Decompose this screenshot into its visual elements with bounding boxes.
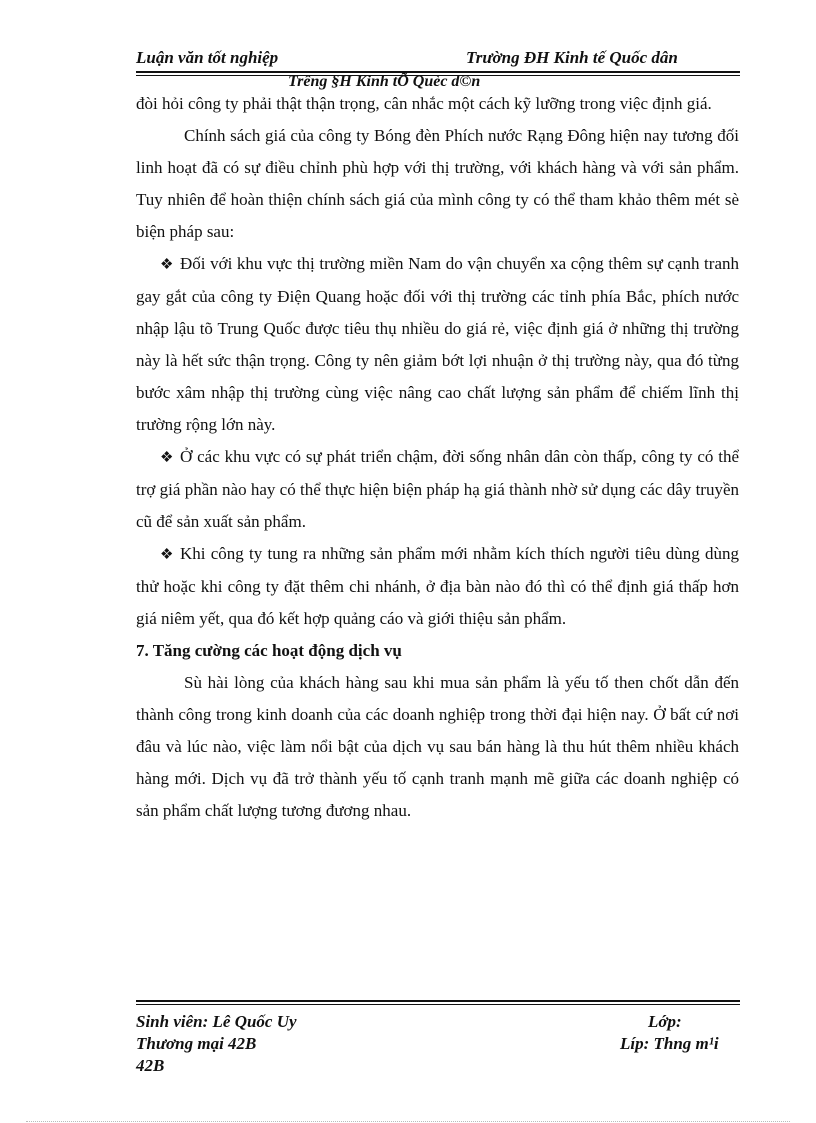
footer-rule-bottom bbox=[136, 1004, 740, 1005]
footer-extra: 42B bbox=[136, 1056, 165, 1075]
paragraph-1: đòi hỏi công ty phải thật thận trọng, cân nhắc một cách kỹ lưỡng trong việc định giá. bbox=[136, 94, 712, 113]
bullet-item-3 bbox=[136, 538, 739, 635]
header-subtitle: Trêng §H Kinh tÕ Quèc d©n bbox=[288, 73, 481, 90]
diamond-bullet-icon: ❖ bbox=[160, 257, 174, 273]
footer-class-value: Thương mại 42B bbox=[136, 1034, 257, 1053]
bullet-text-1: Đối với khu vực thị trường miền Nam do vận chuyển xa cộng thêm sự cạnh tranh gay gắt của công ty Điện Quang hoặc đối với thị trường các tỉnh phía Bắc, phích nước nhập lậu tõ Trung Quốc được tiêu thụ nhiều do giá rẻ, việc định giá ở những thị trường này là hết sức thận trọng. Công ty nên giảm bớt lợi nhuận ở thị trường này, qua đó từng bước xâm nhập thị trường cùng việc nâng cao chất lượng sản phẩm để chiếm lĩnh thị trường rộng lớn này. bbox=[136, 254, 739, 434]
diamond-bullet-icon: ❖ bbox=[160, 450, 174, 466]
footer-class-label: Lớp: bbox=[648, 1012, 682, 1031]
main-body bbox=[136, 88, 739, 827]
diamond-bullet-icon: ❖ bbox=[160, 547, 174, 563]
header-right-title: Trường ĐH Kinh tế Quốc dân bbox=[466, 48, 678, 67]
paragraph-3: Sù hài lòng của khách hàng sau khi mua sản phẩm là yếu tố then chốt dẫn đến thành công trong kinh doanh của các doanh nghiệp trong thời đại hiện nay. Ở bất cứ nơi đâu và lúc nào, việc làm nổi bật của dịch vụ sau bán hàng là thu hút thêm nhiều khách hàng mới. Dịch vụ đã trở thành yếu tố cạnh tranh mạnh mẽ giữa các doanh nghiệp có sản phẩm chất lượng tương đương nhau. bbox=[136, 673, 739, 820]
footer-class-garbled: Líp: Thng m¹i bbox=[620, 1034, 719, 1053]
bullet-text-3: Khi công ty tung ra những sản phẩm mới nhằm kích thích người tiêu dùng dùng thử hoặc khi công ty đặt thêm chi nhánh, ở địa bàn nào đó thì có thể định giá thấp hơn giá niêm yết, qua đó kết hợp quảng cáo và giới thiệu sản phẩm. bbox=[136, 544, 739, 628]
bullet-item-2 bbox=[136, 441, 739, 538]
footer-rule-top bbox=[136, 1000, 740, 1002]
page-bottom-dotted-line bbox=[26, 1121, 790, 1122]
header-left-title: Luận văn tốt nghiệp bbox=[136, 48, 279, 67]
paragraph-2: Chính sách giá của công ty Bóng đèn Phích nước Rạng Đông hiện nay tương đối linh hoạt đã có sự điều chỉnh phù hợp với thị trường, với khách hàng và với sản phẩm. Tuy nhiên để hoàn thiện chính sách giá của mình công ty có thể tham khảo thêm mét sè biện pháp sau: bbox=[136, 126, 739, 241]
bullet-item-1 bbox=[136, 248, 739, 441]
section-heading: 7. Tăng cường các hoạt động dịch vụ bbox=[136, 641, 402, 660]
bullet-text-2: Ở các khu vực có sự phát triển chậm, đời sống nhân dân còn thấp, công ty có thể trợ giá phần nào hay có thể thực hiện biện pháp hạ giá thành nhờ sử dụng các dây truyền cũ để sản xuất sản phẩm. bbox=[136, 447, 739, 531]
footer-student: Sinh viên: Lê Quốc Uy bbox=[136, 1012, 297, 1031]
